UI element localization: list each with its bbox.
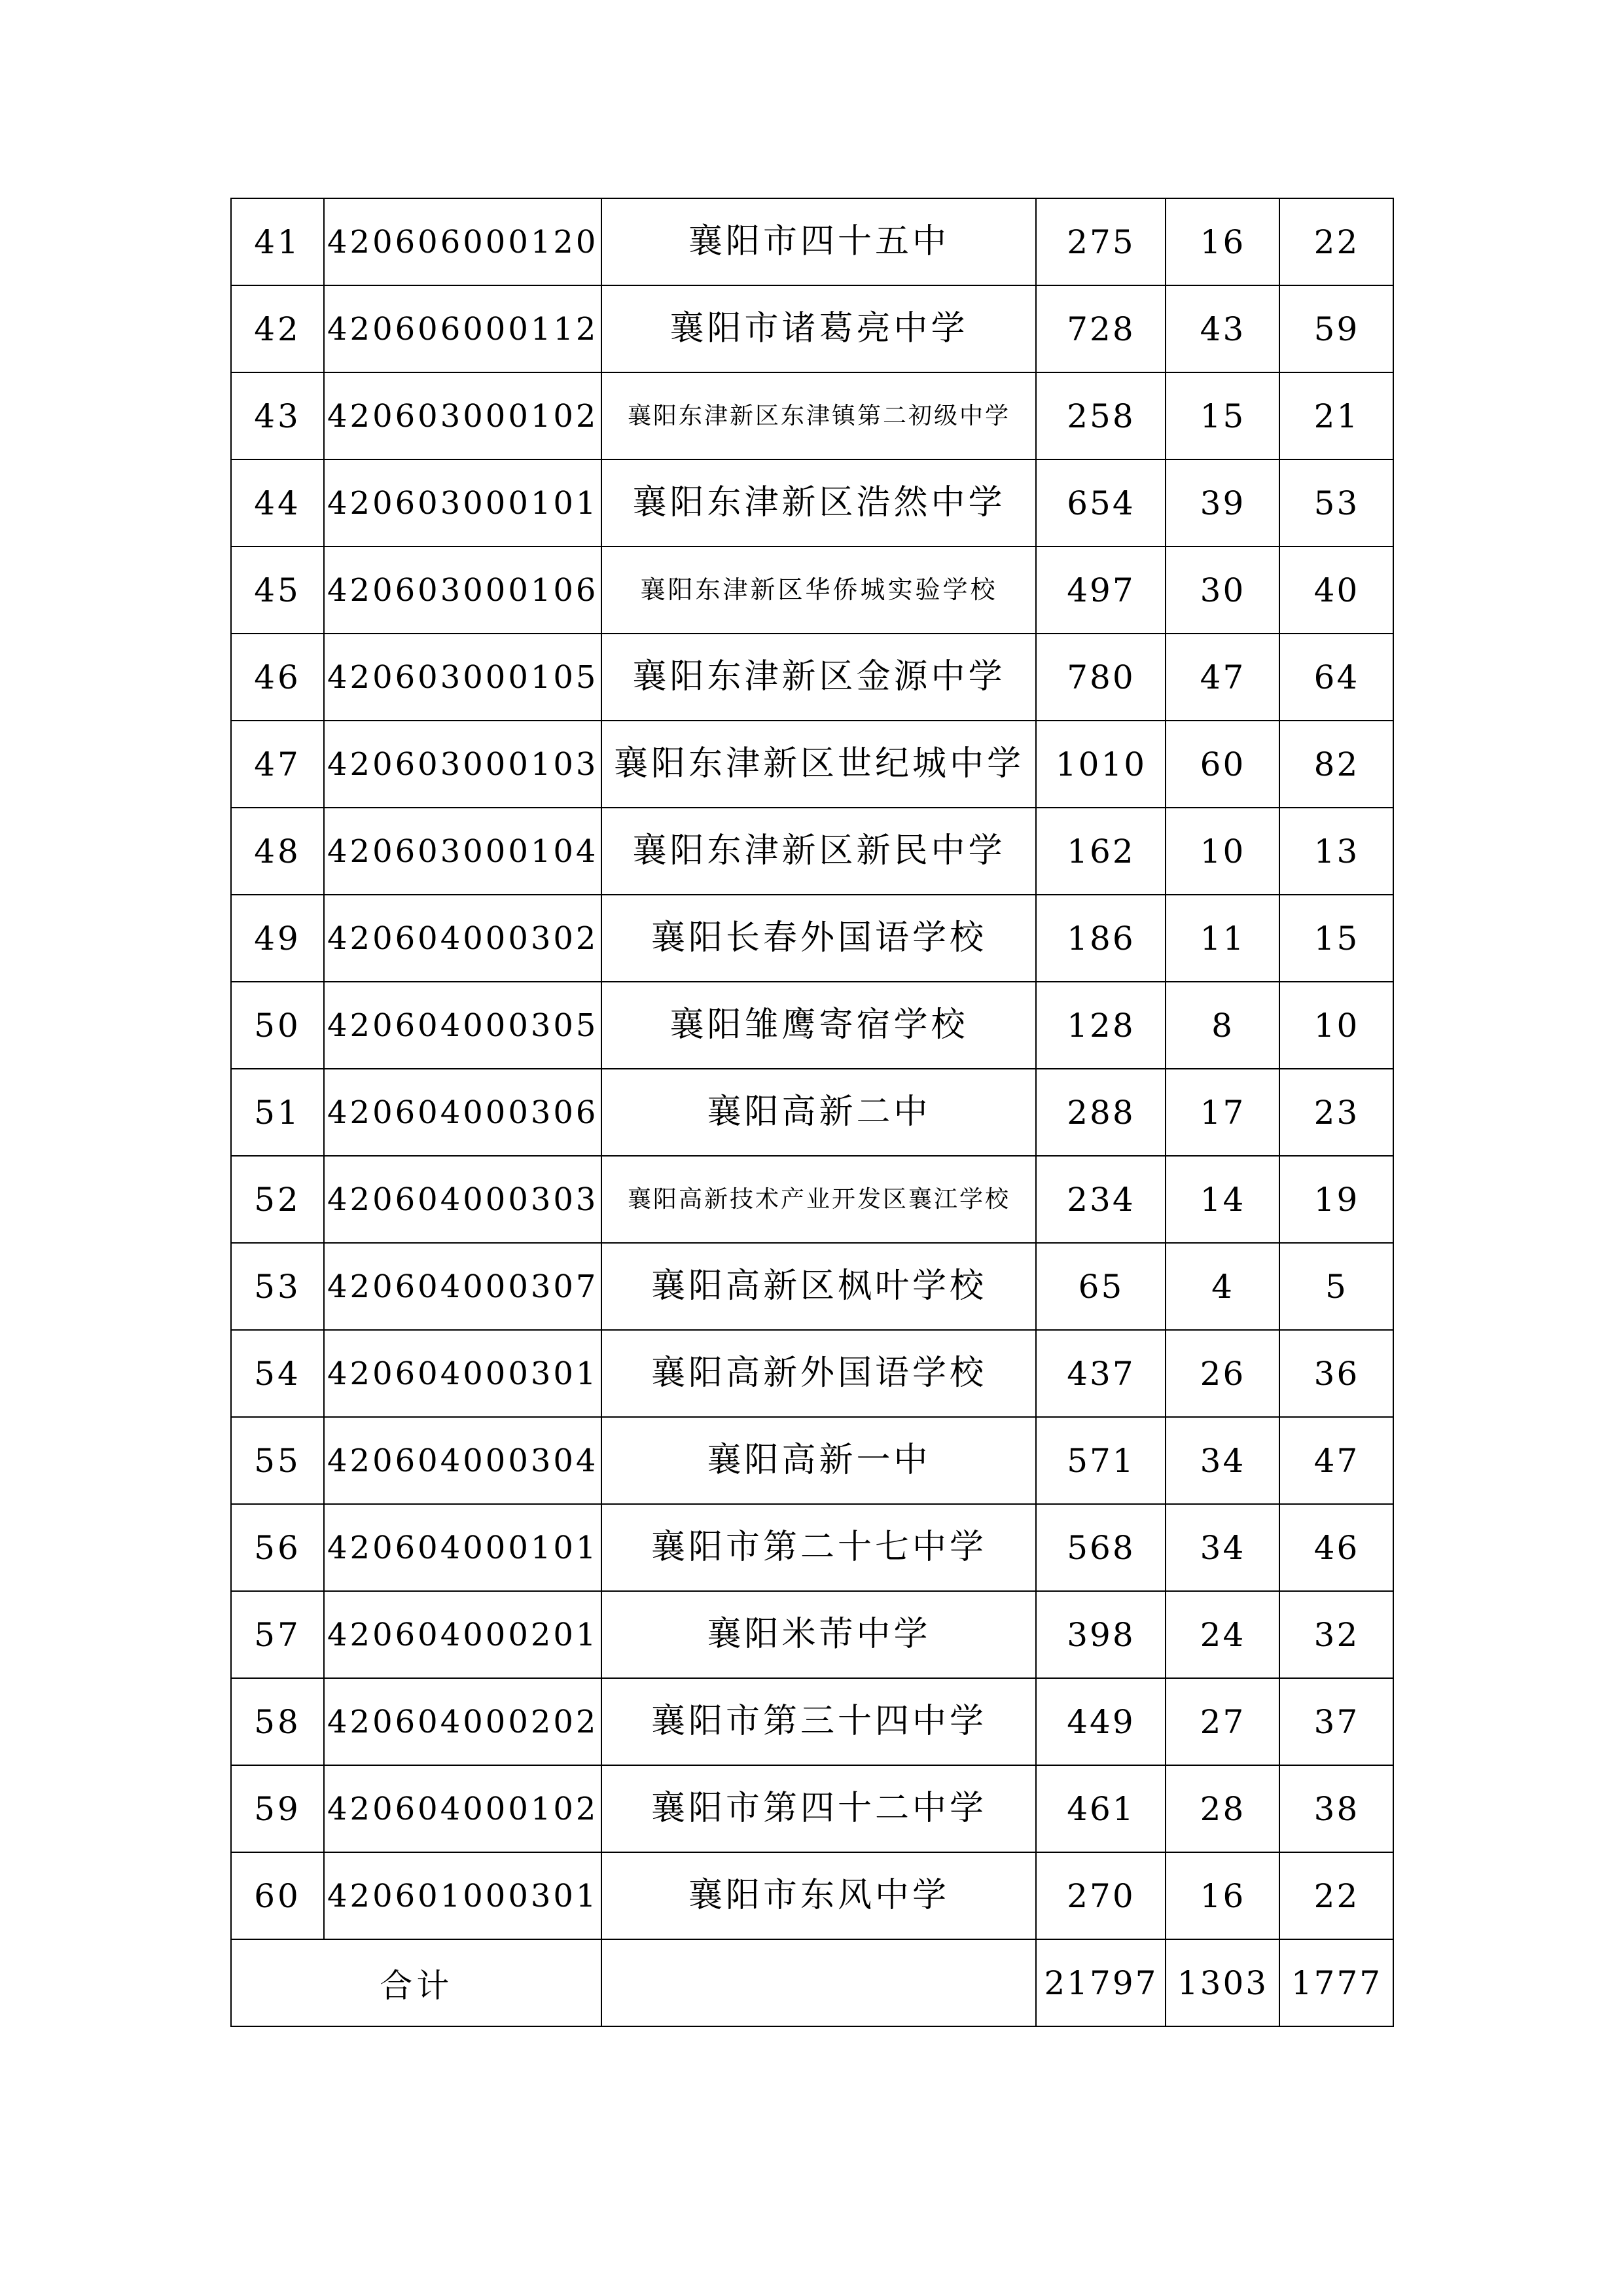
value-col-1: 258 — [1036, 372, 1166, 459]
value-col-2: 8 — [1166, 982, 1279, 1069]
school-name: 襄阳东津新区世纪城中学 — [601, 721, 1036, 808]
table-row — [231, 1330, 1393, 1417]
value-col-3: 47 — [1279, 1417, 1393, 1504]
row-number: 49 — [231, 895, 324, 982]
school-code: 420603000104 — [324, 808, 601, 895]
value-col-3: 15 — [1279, 895, 1393, 982]
school-code: 420604000305 — [324, 982, 601, 1069]
school-code: 420606000120 — [324, 198, 601, 285]
table-row — [231, 1591, 1393, 1678]
school-name: 襄阳市诸葛亮中学 — [601, 285, 1036, 372]
value-col-2: 15 — [1166, 372, 1279, 459]
value-col-3: 22 — [1279, 198, 1393, 285]
row-number: 55 — [231, 1417, 324, 1504]
value-col-1: 1010 — [1036, 721, 1166, 808]
value-col-3: 40 — [1279, 547, 1393, 634]
value-col-3: 82 — [1279, 721, 1393, 808]
row-number: 60 — [231, 1852, 324, 1939]
total-col-2: 1303 — [1166, 1939, 1279, 2026]
school-name: 襄阳市第二十七中学 — [601, 1504, 1036, 1591]
school-name: 襄阳雏鹰寄宿学校 — [601, 982, 1036, 1069]
school-name: 襄阳长春外国语学校 — [601, 895, 1036, 982]
value-col-1: 780 — [1036, 634, 1166, 721]
school-code: 420604000307 — [324, 1243, 601, 1330]
row-number: 56 — [231, 1504, 324, 1591]
value-col-2: 30 — [1166, 547, 1279, 634]
value-col-1: 128 — [1036, 982, 1166, 1069]
school-code: 420604000101 — [324, 1504, 601, 1591]
school-code: 420604000102 — [324, 1765, 601, 1852]
value-col-1: 398 — [1036, 1591, 1166, 1678]
school-code: 420603000106 — [324, 547, 601, 634]
school-code: 420601000301 — [324, 1852, 601, 1939]
school-name: 襄阳市第四十二中学 — [601, 1765, 1036, 1852]
school-name: 襄阳高新二中 — [601, 1069, 1036, 1156]
table-row — [231, 1504, 1393, 1591]
value-col-2: 47 — [1166, 634, 1279, 721]
row-number: 42 — [231, 285, 324, 372]
value-col-1: 497 — [1036, 547, 1166, 634]
value-col-3: 10 — [1279, 982, 1393, 1069]
row-number: 45 — [231, 547, 324, 634]
value-col-3: 38 — [1279, 1765, 1393, 1852]
school-name: 襄阳市东风中学 — [601, 1852, 1036, 1939]
table-row — [231, 634, 1393, 721]
value-col-2: 60 — [1166, 721, 1279, 808]
table-row — [231, 895, 1393, 982]
value-col-1: 270 — [1036, 1852, 1166, 1939]
table-row — [231, 459, 1393, 547]
school-name: 襄阳东津新区浩然中学 — [601, 459, 1036, 547]
value-col-2: 26 — [1166, 1330, 1279, 1417]
value-col-2: 16 — [1166, 1852, 1279, 1939]
value-col-3: 59 — [1279, 285, 1393, 372]
row-number: 52 — [231, 1156, 324, 1243]
total-col-3: 1777 — [1279, 1939, 1393, 2026]
row-number: 44 — [231, 459, 324, 547]
value-col-1: 288 — [1036, 1069, 1166, 1156]
value-col-1: 728 — [1036, 285, 1166, 372]
school-name: 襄阳东津新区华侨城实验学校 — [601, 547, 1036, 634]
row-number: 59 — [231, 1765, 324, 1852]
table-row — [231, 721, 1393, 808]
row-number: 46 — [231, 634, 324, 721]
school-code: 420604000201 — [324, 1591, 601, 1678]
value-col-2: 17 — [1166, 1069, 1279, 1156]
table-row — [231, 982, 1393, 1069]
row-number: 54 — [231, 1330, 324, 1417]
value-col-3: 21 — [1279, 372, 1393, 459]
table-row — [231, 198, 1393, 285]
table-row — [231, 372, 1393, 459]
value-col-2: 28 — [1166, 1765, 1279, 1852]
row-number: 50 — [231, 982, 324, 1069]
value-col-3: 64 — [1279, 634, 1393, 721]
school-name: 襄阳东津新区东津镇第二初级中学 — [601, 372, 1036, 459]
school-code: 420604000301 — [324, 1330, 601, 1417]
school-name: 襄阳东津新区新民中学 — [601, 808, 1036, 895]
table-row — [231, 1069, 1393, 1156]
value-col-3: 5 — [1279, 1243, 1393, 1330]
value-col-3: 22 — [1279, 1852, 1393, 1939]
value-col-2: 24 — [1166, 1591, 1279, 1678]
school-allocation-table — [230, 198, 1394, 2027]
total-label: 合计 — [231, 1939, 601, 2026]
value-col-1: 65 — [1036, 1243, 1166, 1330]
row-number: 51 — [231, 1069, 324, 1156]
value-col-1: 654 — [1036, 459, 1166, 547]
value-col-1: 234 — [1036, 1156, 1166, 1243]
value-col-1: 461 — [1036, 1765, 1166, 1852]
table-row — [231, 1765, 1393, 1852]
value-col-2: 10 — [1166, 808, 1279, 895]
school-code: 420606000112 — [324, 285, 601, 372]
school-name: 襄阳高新技术产业开发区襄江学校 — [601, 1156, 1036, 1243]
value-col-3: 19 — [1279, 1156, 1393, 1243]
value-col-3: 36 — [1279, 1330, 1393, 1417]
total-col-1: 21797 — [1036, 1939, 1166, 2026]
total-row — [231, 1939, 1393, 2026]
value-col-3: 37 — [1279, 1678, 1393, 1765]
table-row — [231, 285, 1393, 372]
school-code: 420604000202 — [324, 1678, 601, 1765]
value-col-3: 53 — [1279, 459, 1393, 547]
value-col-1: 571 — [1036, 1417, 1166, 1504]
row-number: 47 — [231, 721, 324, 808]
table-row — [231, 1852, 1393, 1939]
value-col-2: 43 — [1166, 285, 1279, 372]
value-col-2: 34 — [1166, 1417, 1279, 1504]
value-col-1: 437 — [1036, 1330, 1166, 1417]
school-code: 420603000101 — [324, 459, 601, 547]
school-code: 420603000103 — [324, 721, 601, 808]
table-row — [231, 808, 1393, 895]
value-col-2: 11 — [1166, 895, 1279, 982]
school-code: 420604000303 — [324, 1156, 601, 1243]
school-name: 襄阳市四十五中 — [601, 198, 1036, 285]
row-number: 58 — [231, 1678, 324, 1765]
value-col-1: 449 — [1036, 1678, 1166, 1765]
value-col-3: 13 — [1279, 808, 1393, 895]
school-name: 襄阳高新区枫叶学校 — [601, 1243, 1036, 1330]
value-col-2: 39 — [1166, 459, 1279, 547]
school-code: 420604000302 — [324, 895, 601, 982]
school-code: 420603000102 — [324, 372, 601, 459]
table-row — [231, 1678, 1393, 1765]
school-name: 襄阳高新外国语学校 — [601, 1330, 1036, 1417]
table-row — [231, 1417, 1393, 1504]
row-number: 57 — [231, 1591, 324, 1678]
school-name: 襄阳东津新区金源中学 — [601, 634, 1036, 721]
school-code: 420604000304 — [324, 1417, 601, 1504]
school-code: 420603000105 — [324, 634, 601, 721]
row-number: 53 — [231, 1243, 324, 1330]
value-col-2: 14 — [1166, 1156, 1279, 1243]
row-number: 43 — [231, 372, 324, 459]
value-col-3: 23 — [1279, 1069, 1393, 1156]
table-row — [231, 1243, 1393, 1330]
value-col-3: 46 — [1279, 1504, 1393, 1591]
table-row — [231, 547, 1393, 634]
value-col-1: 162 — [1036, 808, 1166, 895]
row-number: 41 — [231, 198, 324, 285]
value-col-2: 27 — [1166, 1678, 1279, 1765]
value-col-3: 32 — [1279, 1591, 1393, 1678]
value-col-1: 568 — [1036, 1504, 1166, 1591]
value-col-1: 186 — [1036, 895, 1166, 982]
value-col-2: 4 — [1166, 1243, 1279, 1330]
school-name: 襄阳高新一中 — [601, 1417, 1036, 1504]
value-col-1: 275 — [1036, 198, 1166, 285]
table-body — [231, 198, 1393, 1939]
value-col-2: 34 — [1166, 1504, 1279, 1591]
school-code: 420604000306 — [324, 1069, 601, 1156]
value-col-2: 16 — [1166, 198, 1279, 285]
row-number: 48 — [231, 808, 324, 895]
school-name: 襄阳市第三十四中学 — [601, 1678, 1036, 1765]
table-row — [231, 1156, 1393, 1243]
school-name: 襄阳米芾中学 — [601, 1591, 1036, 1678]
total-name-cell — [601, 1939, 1036, 2026]
